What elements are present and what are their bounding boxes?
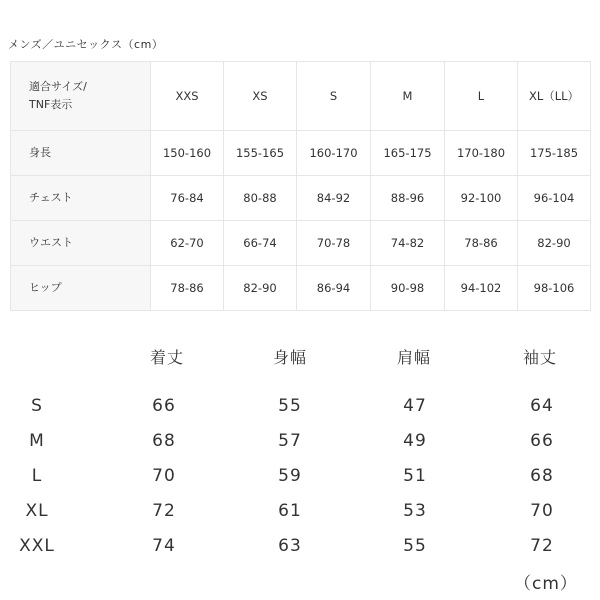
measurement-row xyxy=(0,501,600,531)
table-cell: 160-170 xyxy=(297,131,371,176)
header-label-line-2: TNF表示 xyxy=(29,98,73,111)
table-row xyxy=(11,176,591,221)
table-cell: 84-92 xyxy=(297,176,371,221)
row-label: 身長 xyxy=(11,131,151,176)
size-label: XXL xyxy=(19,536,55,556)
measurement-value: 72 xyxy=(152,501,176,521)
header-label-cell xyxy=(11,62,151,131)
table-cell: 92-100 xyxy=(445,176,518,221)
table-cell: 86-94 xyxy=(297,266,371,311)
table-cell: 80-88 xyxy=(224,176,297,221)
table-cell: 96-104 xyxy=(518,176,591,221)
measurement-value: 70 xyxy=(530,501,554,521)
header-label-line-1: 適合サイズ/ xyxy=(29,80,87,93)
size-header: XS xyxy=(224,62,297,131)
measurement-value: 53 xyxy=(403,501,427,521)
measurement-row xyxy=(0,396,600,426)
row-label: ヒップ xyxy=(11,266,151,311)
measurement-row xyxy=(0,431,600,461)
table-cell: 94-102 xyxy=(445,266,518,311)
table-cell: 155-165 xyxy=(224,131,297,176)
table-cell: 66-74 xyxy=(224,221,297,266)
measurement-row xyxy=(0,536,600,566)
column-header-shoulder-width: 肩幅 xyxy=(396,348,431,367)
measurement-value: 74 xyxy=(152,536,176,556)
table-cell: 98-106 xyxy=(518,266,591,311)
size-label: M xyxy=(29,431,45,451)
measurement-value: 63 xyxy=(278,536,302,556)
measurement-value: 66 xyxy=(152,396,176,416)
measurement-value: 66 xyxy=(530,431,554,451)
table-cell: 88-96 xyxy=(371,176,445,221)
measurement-value: 70 xyxy=(152,466,176,486)
measurement-value: 47 xyxy=(403,396,427,416)
garment-measurements xyxy=(0,340,600,600)
measurement-value: 61 xyxy=(278,501,302,521)
column-header-length: 着丈 xyxy=(149,348,184,367)
unit-label: （cm） xyxy=(514,574,578,594)
measurement-value: 68 xyxy=(152,431,176,451)
table-cell: 170-180 xyxy=(445,131,518,176)
size-label: XL xyxy=(25,501,49,521)
size-header: L xyxy=(445,62,518,131)
table-cell: 74-82 xyxy=(371,221,445,266)
size-header: XL（LL） xyxy=(518,62,591,131)
table-header-row xyxy=(11,62,591,131)
table-cell: 62-70 xyxy=(151,221,224,266)
row-label: ウエスト xyxy=(11,221,151,266)
measurement-value: 57 xyxy=(278,431,302,451)
table-cell: 82-90 xyxy=(518,221,591,266)
measurement-value: 68 xyxy=(530,466,554,486)
table-cell: 78-86 xyxy=(151,266,224,311)
measurement-row xyxy=(0,466,600,496)
table-cell: 82-90 xyxy=(224,266,297,311)
measurement-value: 51 xyxy=(403,466,427,486)
column-header-sleeve-length: 袖丈 xyxy=(522,348,557,367)
measurement-value: 72 xyxy=(530,536,554,556)
table-cell: 70-78 xyxy=(297,221,371,266)
measurement-value: 55 xyxy=(278,396,302,416)
table-cell: 175-185 xyxy=(518,131,591,176)
size-label: S xyxy=(31,396,43,416)
table-caption: メンズ／ユニセックス（cm） xyxy=(8,38,164,51)
table-row xyxy=(11,221,591,266)
size-header: M xyxy=(371,62,445,131)
table-cell: 165-175 xyxy=(371,131,445,176)
size-header: S xyxy=(297,62,371,131)
size-header: XXS xyxy=(151,62,224,131)
table-row xyxy=(11,266,591,311)
table-row xyxy=(11,131,591,176)
size-label: L xyxy=(31,466,43,486)
row-label: チェスト xyxy=(11,176,151,221)
column-header-body-width: 身幅 xyxy=(272,348,307,367)
table-cell: 90-98 xyxy=(371,266,445,311)
table-cell: 150-160 xyxy=(151,131,224,176)
table-cell: 76-84 xyxy=(151,176,224,221)
measurement-value: 55 xyxy=(403,536,427,556)
table-cell: 78-86 xyxy=(445,221,518,266)
size-chart-table xyxy=(10,61,591,311)
measurement-value: 64 xyxy=(530,396,554,416)
measurement-value: 49 xyxy=(403,431,427,451)
measurement-value: 59 xyxy=(278,466,302,486)
